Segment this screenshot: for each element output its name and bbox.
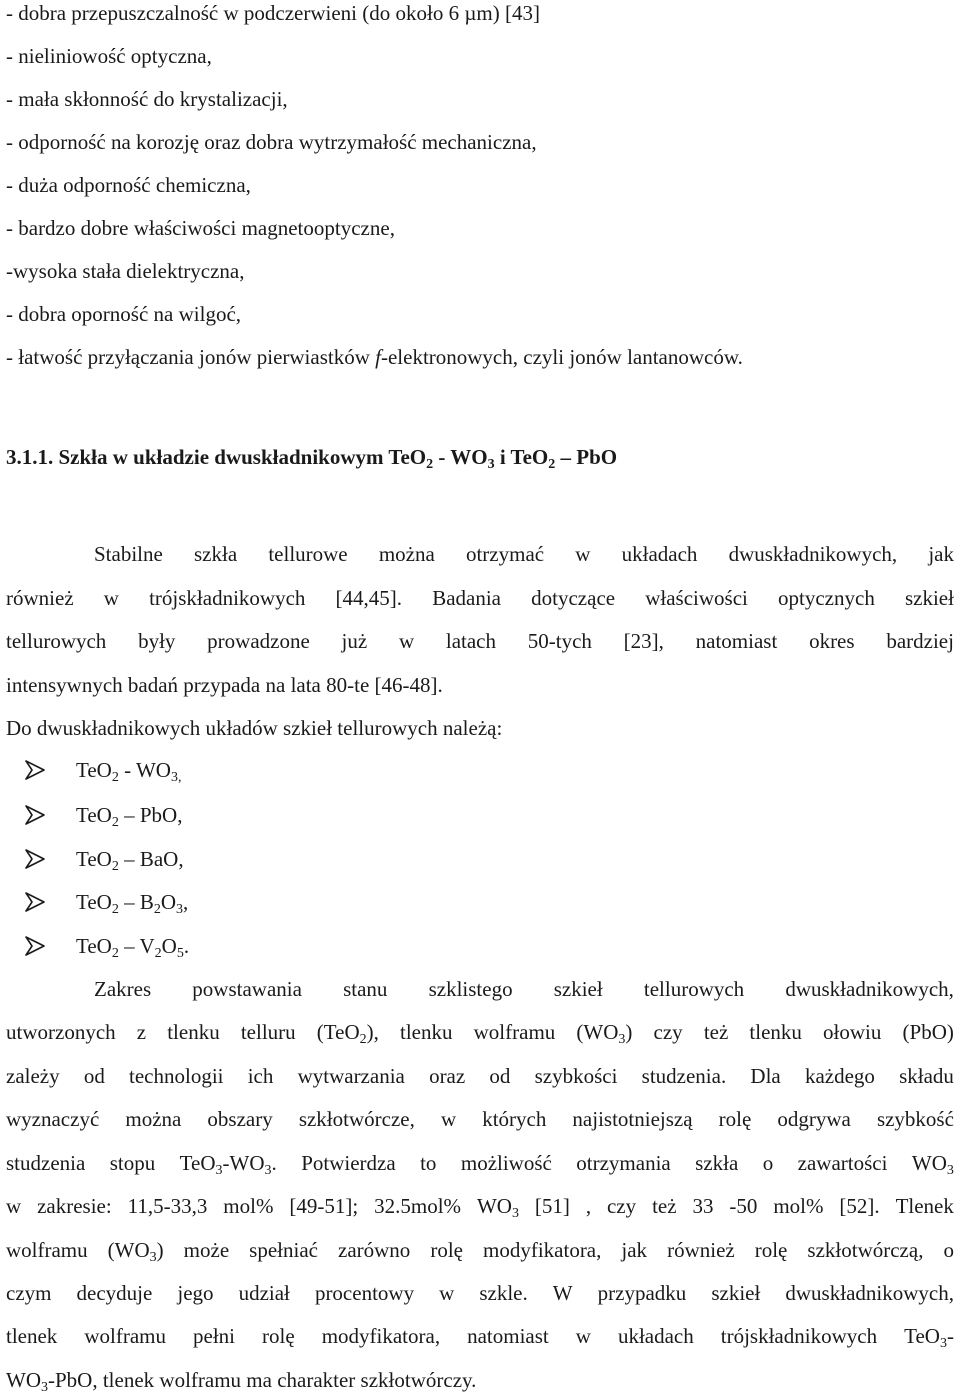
property-line: - odporność na korozję oraz dobra wytrzymałość mechaniczna, [6,130,537,154]
word: z [136,1020,147,1044]
word: Badania [432,586,501,610]
word: jego [177,1281,214,1305]
list-item [24,889,188,915]
list-item-text: TeO$_2$ – BaO, [76,847,184,874]
word: Stabilne [94,542,163,566]
word: stopu [109,1151,156,1175]
word: tlenku [167,1020,220,1044]
paragraph-line [6,1150,954,1176]
word: każdego [804,1064,875,1088]
word: natomiast [695,629,778,653]
word: układach [617,1324,694,1348]
word: w [103,586,119,610]
list-item [24,802,182,828]
word: trójskładnikowych [720,1324,878,1348]
word: [52]. [839,1194,880,1218]
arrow-bullet-icon [24,848,46,870]
word: odgrywa [777,1107,851,1131]
word: można [378,542,435,566]
word: wolframu [84,1324,166,1348]
arrow-bullet-icon [24,759,46,781]
word: jak [928,542,954,566]
word: 11,5-33,3 [127,1194,208,1218]
word: ołowiu [823,1020,882,1044]
word: otrzymać [465,542,545,566]
word: czy [653,1020,683,1044]
word: również [6,586,74,610]
paragraph-line [6,1237,954,1263]
word: szkle. [479,1281,528,1305]
word: -50 [729,1194,758,1218]
word: czym [6,1281,52,1305]
word: też [652,1194,677,1218]
word: 33 [692,1194,714,1218]
word: jak [621,1238,648,1262]
word: okres [809,629,855,653]
paragraph-line [6,1323,954,1349]
word: tlenku [400,1020,453,1044]
word: w [440,1107,457,1131]
word: utworzonych [6,1020,116,1044]
list-intro: Do dwuskładnikowych układów szkieł tellurowych należą: [6,716,503,740]
property-line: - duża odporność chemiczna, [6,173,251,197]
word: przypadku [597,1281,687,1305]
word: stanu [343,977,388,1001]
word: też [703,1020,729,1044]
word: pełni [193,1324,235,1348]
word: zarówno [338,1238,411,1262]
word: w [575,1324,591,1348]
word: wyznaczyć [6,1107,100,1131]
word: szybkość [876,1107,954,1131]
word: szkłotwórcze, [298,1107,415,1131]
list-item-text: $TeO_2 - B_2O_3$, [76,890,189,917]
word: mol% [773,1194,824,1218]
word: [49-51]; [289,1194,359,1218]
word: telluru [240,1020,296,1044]
word: czy [606,1194,637,1218]
arrow-bullet-icon [24,935,46,957]
word: od [83,1064,105,1088]
word: najistotniejszą [572,1107,693,1131]
list-item [24,846,184,872]
word: (PbO) [902,1020,954,1044]
word: rolę [718,1107,752,1131]
word: szybkości [534,1064,618,1088]
word: rolę [430,1238,463,1262]
list-item-text: $TeO_2 - V_2O_5$. [76,934,190,961]
word: których [482,1107,547,1131]
property-line-last: - łatwość przyłączania jonów pierwiastków f-elektronowych, czyli jonów lantanowców. [6,345,743,369]
word: od [489,1064,511,1088]
word: tellurowych [6,629,107,653]
list-item [24,933,189,959]
list-item-text: $TeO_2 - WO_{3,}$ [76,758,182,785]
word: szkieł [904,586,954,610]
word: dwuskładnikowych, [785,977,954,1001]
word: Potwierdza [301,1151,396,1175]
paragraph-line [94,976,954,1002]
word: [44,45]. [335,586,403,610]
word: mol% [223,1194,274,1218]
arrow-bullet-icon [24,891,46,913]
paragraph-line [6,1106,954,1132]
word: w [398,629,415,653]
word: $(WO_3)$ [576,1020,633,1047]
word: [23], [623,629,664,653]
property-line: - nieliniowość optyczna, [6,44,212,68]
word: szkłotwórczą, [807,1238,924,1262]
word: szkła [194,542,238,566]
list-item-text: TeO$_2$ – PbO, [76,803,183,830]
arrow-bullet-icon [24,804,46,826]
word: o [943,1238,954,1262]
property-line: - mała skłonność do krystalizacji, [6,87,288,111]
word: decyduje [76,1281,153,1305]
word: prowadzone [207,629,310,653]
word: dwuskładnikowych, [785,1281,954,1305]
word: ich [247,1064,274,1088]
property-line: - dobra oporność na wilgoć, [6,302,242,326]
word: trójskładnikowych [149,586,306,610]
word: Tlenek [895,1194,954,1218]
paragraph-line [6,1280,954,1306]
word: technologii [129,1064,224,1088]
word: dotyczące [531,586,616,610]
list-item [24,757,181,783]
word: układach [621,542,698,566]
word: to [420,1151,437,1175]
word: udział [238,1281,290,1305]
word: $WO_3$ [911,1151,954,1178]
word: szkieł [711,1281,761,1305]
word: Dla [750,1064,781,1088]
word: również [667,1238,735,1262]
word: $(WO_3)$ [107,1238,164,1265]
word: wolframu [6,1238,88,1262]
property-line: - bardzo dobre właściwości magnetooptyczne, [6,216,395,240]
word: w [575,542,591,566]
word: właściwości [645,586,748,610]
word: rolę [754,1238,788,1262]
word: szkieł [553,977,603,1001]
word: zakresie: [37,1194,112,1218]
word: oraz [429,1064,466,1088]
word: powstawania [192,977,302,1001]
word: można [125,1107,182,1131]
paragraph-line: intensywnych badań przypada na lata 80-te [46-48]. [6,673,443,697]
word: możliwość [460,1151,552,1175]
word: modyfikatora, [321,1324,441,1348]
word: może [183,1238,230,1262]
word: 32.5mol% [374,1194,462,1218]
word: 50-tych [527,629,592,653]
word: w [439,1281,455,1305]
word: W [552,1281,573,1305]
word: (TeO$_2$), [316,1020,379,1047]
word: szklistego [428,977,513,1001]
paragraph-line [6,1063,954,1089]
word: $WO_3$ [476,1194,519,1221]
word: wolframu [473,1020,556,1044]
paragraph-line [6,1193,954,1219]
section-heading: 3.1.1. Szkła w układzie dwuskładnikowym $TeO_2 - WO_3$ i TeO$_2$ – PbO [6,445,618,472]
word: modyfikatora, [483,1238,602,1262]
property-line: - dobra przepuszczalność w podczerwieni (do około 6 µm) [43] [6,1,540,25]
word: tlenku [749,1020,802,1044]
word: dwuskładnikowych, [728,542,898,566]
word: TeO$_3$- [904,1324,954,1351]
word: w [6,1194,22,1218]
word: tellurowe [268,542,348,566]
word: tlenek [6,1324,58,1348]
word: tellurowych [643,977,745,1001]
word: wytwarzania [297,1064,405,1088]
word: zależy [6,1064,60,1088]
word: otrzymania [576,1151,671,1175]
word: już [341,629,368,653]
property-line: -wysoka stała dielektryczna, [6,259,245,283]
paragraph-line [6,585,954,611]
word: o [762,1151,774,1175]
paragraph-line [6,1019,954,1045]
word: spełniać [249,1238,318,1262]
italic-f: f [375,345,381,369]
paragraph-line [94,541,954,567]
word: bardziej [886,629,954,653]
word: latach [445,629,496,653]
word: [51] [534,1194,570,1218]
word: , [585,1194,592,1218]
word: obszary [207,1107,273,1131]
word: zawartości [797,1151,888,1175]
word: procentowy [314,1281,415,1305]
paragraph-line [6,628,954,654]
word: były [138,629,176,653]
word: szkła [695,1151,739,1175]
word: studzenia [6,1151,86,1175]
paragraph-line: $WO_3$-PbO, tlenek wolframu ma charakter szkłotwórczy. [6,1368,477,1395]
word: studzenia. [641,1064,727,1088]
word: natomiast [467,1324,549,1348]
word: składu [899,1064,954,1088]
word: $TeO_3-WO_3$. [179,1151,277,1178]
word: optycznych [778,586,875,610]
word: rolę [262,1324,295,1348]
word: Zakres [94,977,152,1001]
